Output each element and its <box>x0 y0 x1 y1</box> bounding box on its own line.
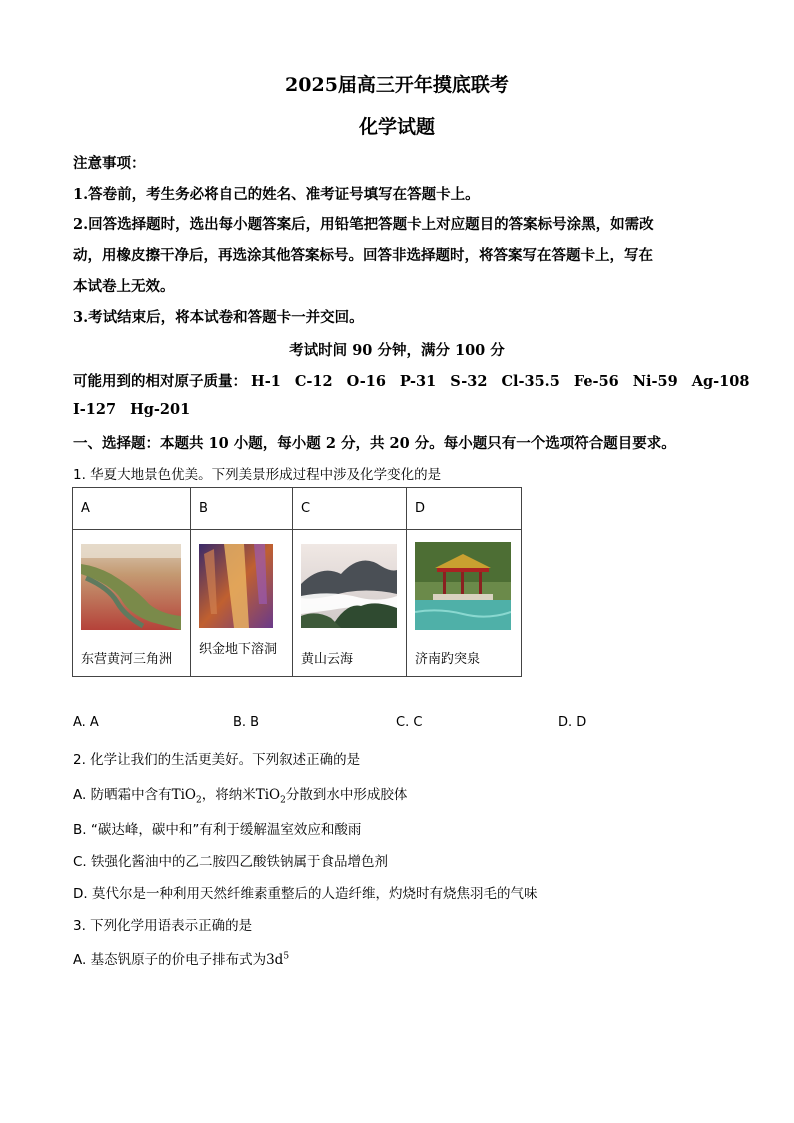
q1-option-b: B. B <box>233 715 260 730</box>
element-mass: O-16 <box>346 373 386 390</box>
q2-formula-2 <box>255 787 286 806</box>
exam-title: 2025届高三开年摸底联考 <box>285 74 509 96</box>
element-mass: Cl-35.5 <box>501 373 560 390</box>
q1-option-c: C. C <box>396 715 423 730</box>
element-mass: I-127 <box>73 401 117 418</box>
exam-info: 考试时间 90 分钟，满分 100 分 <box>289 342 505 359</box>
q2-formula-1 <box>171 787 202 806</box>
q1-caption-a: 东营黄河三角洲 <box>81 652 173 667</box>
subject-title: 化学试题 <box>358 116 435 138</box>
q1-option-a: A. A <box>73 715 99 730</box>
q2-option-a <box>73 783 407 806</box>
element-mass: S-32 <box>450 373 488 390</box>
notes-item-3: 3.考试结束后，将本试卷和答题卡一并交回。 <box>73 309 364 326</box>
q2-option-a-text-3: 分散到水中形成胶体 <box>285 787 408 803</box>
q1-table <box>72 487 522 677</box>
q3-stem: 3. 下列化学用语表示正确的是 <box>73 918 253 934</box>
spring-pavilion-image <box>415 542 511 630</box>
notes-heading: 注意事项： <box>73 155 146 172</box>
q3-option-a-text: A. 基态钒原子的价电子排布式为 <box>73 952 267 968</box>
q1-caption-c: 黄山云海 <box>301 652 354 667</box>
q1-cell-a <box>73 530 191 677</box>
q1-stem: 1. 华夏大地景色优美。下列美景形成过程中涉及化学变化的是 <box>73 467 442 483</box>
formula-base: TiO <box>171 787 196 803</box>
q1-cell-b <box>191 530 293 677</box>
element-mass: C-12 <box>294 373 333 390</box>
notes-item-2-line-1: 2.回答选择题时，选出每小题答案后，用铅笔把答题卡上对应题目的答案标号涂黑，如需改 <box>73 216 654 233</box>
element-mass: P-31 <box>399 373 437 390</box>
q2-option-c: C. 铁强化酱油中的乙二胺四乙酸铁钠属于食品增色剂 <box>73 854 389 870</box>
section-1-heading: 一、选择题：本题共 10 小题，每小题 2 分，共 20 分。每小题只有一个选项符合题目要求。 <box>73 435 676 452</box>
atomic-masses-line-2 <box>73 401 204 418</box>
yellow-river-delta-image <box>81 544 181 630</box>
q1-caption-b: 织金地下溶洞 <box>199 642 278 657</box>
config-sup: 5 <box>283 951 290 962</box>
q1-caption-d: 济南趵突泉 <box>415 652 481 667</box>
q3-electron-config <box>266 952 289 968</box>
element-mass: Ag-108 <box>691 373 750 390</box>
q1-col-b-letter: B <box>191 488 293 530</box>
q1-col-a-letter: A <box>73 488 191 530</box>
atomic-masses-line-1 <box>73 370 749 391</box>
q2-option-a-text-2: ，将纳米 <box>201 787 256 803</box>
formula-sub: 2 <box>195 795 202 806</box>
element-mass: H-1 <box>251 373 281 390</box>
q2-option-a-text-1: A. 防晒霜中含有 <box>73 787 172 803</box>
config-base: 3d <box>266 952 284 968</box>
q2-stem: 2. 化学让我们的生活更美好。下列叙述正确的是 <box>73 752 361 768</box>
q2-option-b: B. “碳达峰，碳中和”有利于缓解温室效应和酸雨 <box>73 822 362 838</box>
atomic-masses-label: 可能用到的相对原子质量： <box>73 373 247 390</box>
formula-base: TiO <box>255 787 281 803</box>
notes-item-1: 1.答卷前，考生务必将自己的姓名、准考证号填写在答题卡上。 <box>73 186 480 203</box>
notes-item-2-line-3: 本试卷上无效。 <box>73 278 175 295</box>
karst-cave-image <box>199 544 273 628</box>
element-mass: Hg-201 <box>130 401 191 418</box>
q1-cell-d <box>407 530 522 677</box>
element-mass: Fe-56 <box>573 373 619 390</box>
notes-item-2-line-2: 动，用橡皮擦干净后，再选涂其他答案标号。回答非选择题时，将答案写在答题卡上，写在 <box>73 247 653 264</box>
q1-cell-c <box>293 530 407 677</box>
q1-col-d-letter: D <box>407 488 522 530</box>
q1-option-d: D. D <box>558 715 587 730</box>
cloud-sea-image <box>301 544 397 628</box>
q1-col-c-letter: C <box>293 488 407 530</box>
q3-option-a <box>73 948 289 968</box>
formula-sub: 2 <box>280 795 286 806</box>
q2-option-d: D. 莫代尔是一种利用天然纤维素重整后的人造纤维，灼烧时有烧焦羽毛的气味 <box>73 886 538 902</box>
element-mass: Ni-59 <box>632 373 678 390</box>
